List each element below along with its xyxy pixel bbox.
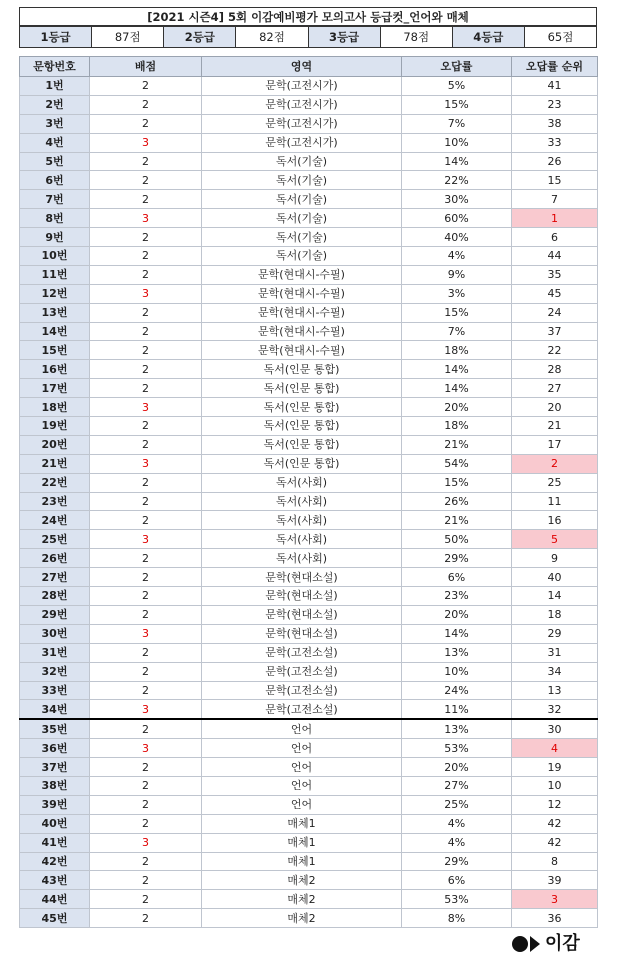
error-rate-cell: 60% — [402, 209, 512, 228]
points-cell: 2 — [90, 852, 202, 871]
area-cell: 독서(인문 통합) — [202, 360, 402, 379]
question-number: 19번 — [20, 417, 90, 436]
error-rate-cell: 13% — [402, 719, 512, 738]
error-rate-cell: 14% — [402, 624, 512, 643]
question-number: 15번 — [20, 341, 90, 360]
error-rank-cell: 31 — [512, 643, 598, 662]
area-cell: 문학(현대소설) — [202, 568, 402, 587]
error-rate-cell: 29% — [402, 549, 512, 568]
error-rank-cell: 10 — [512, 776, 598, 795]
error-rank-cell: 9 — [512, 549, 598, 568]
error-rate-cell: 9% — [402, 265, 512, 284]
question-number: 10번 — [20, 247, 90, 266]
area-cell: 독서(기술) — [202, 171, 402, 190]
error-rank-cell: 22 — [512, 341, 598, 360]
points-cell: 2 — [90, 171, 202, 190]
error-rank-cell: 36 — [512, 909, 598, 928]
error-rank-cell: 27 — [512, 379, 598, 398]
area-cell: 매체1 — [202, 814, 402, 833]
error-rank-cell: 21 — [512, 417, 598, 436]
error-rate-cell: 3% — [402, 284, 512, 303]
column-header: 배점 — [90, 57, 202, 77]
question-number: 41번 — [20, 833, 90, 852]
table-row — [20, 360, 598, 379]
table-row — [20, 681, 598, 700]
error-rate-table — [19, 56, 598, 928]
column-header: 오답률 순위 — [512, 57, 598, 77]
logo-triangle-icon — [530, 936, 540, 952]
area-cell: 문학(고전시가) — [202, 133, 402, 152]
table-row — [20, 605, 598, 624]
question-number: 17번 — [20, 379, 90, 398]
igam-logo — [512, 932, 592, 956]
grade-cut-sheet — [19, 7, 597, 928]
question-number: 23번 — [20, 492, 90, 511]
question-number: 7번 — [20, 190, 90, 209]
table-row — [20, 568, 598, 587]
question-number: 31번 — [20, 643, 90, 662]
table-row — [20, 473, 598, 492]
table-row — [20, 662, 598, 681]
error-rank-cell: 28 — [512, 360, 598, 379]
error-rate-cell: 4% — [402, 833, 512, 852]
area-cell: 문학(현대시-수필) — [202, 284, 402, 303]
column-header: 영역 — [202, 57, 402, 77]
table-row — [20, 719, 598, 738]
area-cell: 매체2 — [202, 909, 402, 928]
error-rate-cell: 5% — [402, 77, 512, 96]
area-cell: 문학(현대시-수필) — [202, 322, 402, 341]
question-number: 3번 — [20, 114, 90, 133]
grade-score: 87점 — [92, 27, 164, 48]
table-row — [20, 909, 598, 928]
error-rank-cell: 34 — [512, 662, 598, 681]
error-rate-cell: 24% — [402, 681, 512, 700]
points-cell: 2 — [90, 814, 202, 833]
error-rate-cell: 22% — [402, 171, 512, 190]
error-rate-cell: 20% — [402, 758, 512, 777]
table-row — [20, 114, 598, 133]
error-rank-cell: 14 — [512, 587, 598, 606]
question-number: 13번 — [20, 303, 90, 322]
question-number: 25번 — [20, 530, 90, 549]
error-rate-cell: 53% — [402, 890, 512, 909]
area-cell: 매체2 — [202, 871, 402, 890]
area-cell: 독서(사회) — [202, 530, 402, 549]
points-cell: 2 — [90, 909, 202, 928]
question-number: 20번 — [20, 435, 90, 454]
error-rank-cell: 20 — [512, 398, 598, 417]
table-row — [20, 209, 598, 228]
area-cell: 독서(기술) — [202, 228, 402, 247]
points-cell: 3 — [90, 284, 202, 303]
area-cell: 문학(고전시가) — [202, 114, 402, 133]
area-cell: 언어 — [202, 776, 402, 795]
table-row — [20, 739, 598, 758]
sheet-title: [2021 시즌4] 5회 이감예비평가 모의고사 등급컷_언어와 매체 — [19, 7, 597, 26]
points-cell: 2 — [90, 360, 202, 379]
table-row — [20, 95, 598, 114]
points-cell: 2 — [90, 587, 202, 606]
column-header: 문항번호 — [20, 57, 90, 77]
area-cell: 독서(기술) — [202, 209, 402, 228]
error-rate-cell: 11% — [402, 700, 512, 719]
question-number: 21번 — [20, 454, 90, 473]
error-rank-cell: 32 — [512, 700, 598, 719]
error-rate-cell: 18% — [402, 341, 512, 360]
points-cell: 2 — [90, 492, 202, 511]
question-number: 11번 — [20, 265, 90, 284]
table-row — [20, 587, 598, 606]
area-cell: 문학(현대소설) — [202, 605, 402, 624]
error-rate-cell: 15% — [402, 95, 512, 114]
table-row — [20, 871, 598, 890]
question-number: 37번 — [20, 758, 90, 777]
error-rank-cell: 19 — [512, 758, 598, 777]
area-cell: 문학(현대소설) — [202, 624, 402, 643]
error-rank-cell: 38 — [512, 114, 598, 133]
points-cell: 2 — [90, 114, 202, 133]
question-number: 6번 — [20, 171, 90, 190]
points-cell: 3 — [90, 398, 202, 417]
error-rank-cell: 17 — [512, 435, 598, 454]
error-rank-cell: 7 — [512, 190, 598, 209]
error-rank-cell: 44 — [512, 247, 598, 266]
error-rank-cell: 3 — [512, 890, 598, 909]
grade-cut-row — [20, 27, 597, 48]
error-rank-cell: 39 — [512, 871, 598, 890]
table-row — [20, 530, 598, 549]
area-cell: 언어 — [202, 719, 402, 738]
error-rate-cell: 7% — [402, 322, 512, 341]
table-row — [20, 549, 598, 568]
question-number: 1번 — [20, 77, 90, 96]
error-rank-cell: 4 — [512, 739, 598, 758]
error-rate-cell: 50% — [402, 530, 512, 549]
table-row — [20, 454, 598, 473]
error-rate-cell: 18% — [402, 417, 512, 436]
area-cell: 독서(사회) — [202, 492, 402, 511]
area-cell: 독서(사회) — [202, 511, 402, 530]
area-cell: 문학(고전소설) — [202, 643, 402, 662]
question-number: 16번 — [20, 360, 90, 379]
area-cell: 문학(고전소설) — [202, 662, 402, 681]
area-cell: 독서(인문 통합) — [202, 379, 402, 398]
error-rank-cell: 26 — [512, 152, 598, 171]
question-number: 44번 — [20, 890, 90, 909]
question-number: 34번 — [20, 700, 90, 719]
error-rank-cell: 16 — [512, 511, 598, 530]
points-cell: 2 — [90, 776, 202, 795]
error-rate-cell: 30% — [402, 190, 512, 209]
area-cell: 독서(인문 통합) — [202, 417, 402, 436]
area-cell: 문학(현대시-수필) — [202, 303, 402, 322]
points-cell: 2 — [90, 435, 202, 454]
error-rate-cell: 10% — [402, 662, 512, 681]
grade-label: 3등급 — [308, 27, 380, 48]
question-number: 14번 — [20, 322, 90, 341]
error-rate-cell: 14% — [402, 379, 512, 398]
error-rate-cell: 21% — [402, 511, 512, 530]
points-cell: 2 — [90, 473, 202, 492]
question-number: 28번 — [20, 587, 90, 606]
logo-circle-icon — [512, 936, 528, 952]
error-rate-cell: 13% — [402, 643, 512, 662]
error-rate-cell: 53% — [402, 739, 512, 758]
error-rank-cell: 6 — [512, 228, 598, 247]
question-number: 40번 — [20, 814, 90, 833]
error-rate-cell: 21% — [402, 435, 512, 454]
points-cell: 3 — [90, 133, 202, 152]
table-row — [20, 643, 598, 662]
points-cell: 2 — [90, 681, 202, 700]
table-row — [20, 852, 598, 871]
grade-label: 4등급 — [452, 27, 524, 48]
table-row — [20, 228, 598, 247]
error-rate-cell: 15% — [402, 303, 512, 322]
points-cell: 3 — [90, 624, 202, 643]
logo-text: 이감 — [545, 933, 580, 954]
area-cell: 독서(사회) — [202, 473, 402, 492]
table-row — [20, 700, 598, 719]
error-rank-cell: 24 — [512, 303, 598, 322]
error-rate-cell: 26% — [402, 492, 512, 511]
error-rank-cell: 15 — [512, 171, 598, 190]
error-rank-cell: 40 — [512, 568, 598, 587]
question-number: 5번 — [20, 152, 90, 171]
error-rate-cell: 20% — [402, 398, 512, 417]
table-row — [20, 814, 598, 833]
points-cell: 2 — [90, 228, 202, 247]
table-row — [20, 152, 598, 171]
error-rank-cell: 8 — [512, 852, 598, 871]
points-cell: 2 — [90, 758, 202, 777]
question-number: 9번 — [20, 228, 90, 247]
table-row — [20, 795, 598, 814]
table-row — [20, 624, 598, 643]
area-cell: 독서(기술) — [202, 152, 402, 171]
error-rate-cell: 20% — [402, 605, 512, 624]
area-cell: 매체1 — [202, 833, 402, 852]
table-row — [20, 435, 598, 454]
points-cell: 3 — [90, 700, 202, 719]
area-cell: 매체1 — [202, 852, 402, 871]
error-rank-cell: 18 — [512, 605, 598, 624]
table-row — [20, 341, 598, 360]
question-number: 45번 — [20, 909, 90, 928]
table-row — [20, 758, 598, 777]
table-row — [20, 833, 598, 852]
table-row — [20, 265, 598, 284]
error-rank-cell: 30 — [512, 719, 598, 738]
table-row — [20, 322, 598, 341]
question-number: 42번 — [20, 852, 90, 871]
area-cell: 언어 — [202, 758, 402, 777]
error-rank-cell: 29 — [512, 624, 598, 643]
points-cell: 2 — [90, 341, 202, 360]
question-number: 35번 — [20, 719, 90, 738]
area-cell: 독서(기술) — [202, 247, 402, 266]
points-cell: 2 — [90, 190, 202, 209]
area-cell: 문학(현대시-수필) — [202, 265, 402, 284]
error-rank-cell: 42 — [512, 833, 598, 852]
points-cell: 2 — [90, 95, 202, 114]
question-number: 8번 — [20, 209, 90, 228]
table-row — [20, 247, 598, 266]
error-rate-cell: 8% — [402, 909, 512, 928]
error-rate-cell: 29% — [402, 852, 512, 871]
area-cell: 언어 — [202, 795, 402, 814]
points-cell: 2 — [90, 417, 202, 436]
error-rate-cell: 6% — [402, 568, 512, 587]
points-cell: 3 — [90, 209, 202, 228]
table-row — [20, 190, 598, 209]
error-rank-cell: 33 — [512, 133, 598, 152]
question-number: 33번 — [20, 681, 90, 700]
grade-label: 2등급 — [164, 27, 236, 48]
points-cell: 2 — [90, 549, 202, 568]
error-rate-cell: 14% — [402, 152, 512, 171]
table-row — [20, 303, 598, 322]
table-row — [20, 398, 598, 417]
error-rate-cell: 23% — [402, 587, 512, 606]
points-cell: 2 — [90, 890, 202, 909]
question-number: 4번 — [20, 133, 90, 152]
question-number: 29번 — [20, 605, 90, 624]
area-cell: 독서(인문 통합) — [202, 435, 402, 454]
area-cell: 독서(인문 통합) — [202, 398, 402, 417]
error-rank-cell: 37 — [512, 322, 598, 341]
grade-score: 65점 — [524, 27, 596, 48]
error-rank-cell: 13 — [512, 681, 598, 700]
error-rank-cell: 25 — [512, 473, 598, 492]
question-number: 2번 — [20, 95, 90, 114]
area-cell: 독서(기술) — [202, 190, 402, 209]
points-cell: 2 — [90, 379, 202, 398]
points-cell: 2 — [90, 303, 202, 322]
table-row — [20, 776, 598, 795]
question-number: 39번 — [20, 795, 90, 814]
table-row — [20, 379, 598, 398]
error-rate-cell: 14% — [402, 360, 512, 379]
question-number: 30번 — [20, 624, 90, 643]
points-cell: 2 — [90, 643, 202, 662]
points-cell: 3 — [90, 530, 202, 549]
area-cell: 독서(사회) — [202, 549, 402, 568]
error-rank-cell: 2 — [512, 454, 598, 473]
grade-score: 78점 — [380, 27, 452, 48]
error-rank-cell: 41 — [512, 77, 598, 96]
error-rate-cell: 6% — [402, 871, 512, 890]
error-rank-cell: 23 — [512, 95, 598, 114]
error-rate-cell: 25% — [402, 795, 512, 814]
table-row — [20, 492, 598, 511]
error-rank-cell: 11 — [512, 492, 598, 511]
error-rate-cell: 4% — [402, 814, 512, 833]
error-rank-cell: 42 — [512, 814, 598, 833]
question-number: 32번 — [20, 662, 90, 681]
error-rank-cell: 35 — [512, 265, 598, 284]
question-number: 12번 — [20, 284, 90, 303]
area-cell: 문학(고전시가) — [202, 77, 402, 96]
table-header-row — [20, 57, 598, 77]
points-cell: 2 — [90, 662, 202, 681]
area-cell: 문학(고전소설) — [202, 681, 402, 700]
error-rate-cell: 40% — [402, 228, 512, 247]
area-cell: 문학(현대시-수필) — [202, 341, 402, 360]
error-rank-cell: 45 — [512, 284, 598, 303]
question-number: 27번 — [20, 568, 90, 587]
table-row — [20, 511, 598, 530]
points-cell: 2 — [90, 322, 202, 341]
question-number: 43번 — [20, 871, 90, 890]
error-rank-cell: 1 — [512, 209, 598, 228]
points-cell: 3 — [90, 454, 202, 473]
question-number: 26번 — [20, 549, 90, 568]
grade-cut-table — [19, 26, 597, 48]
points-cell: 2 — [90, 605, 202, 624]
table-row — [20, 284, 598, 303]
error-rate-cell: 27% — [402, 776, 512, 795]
error-rate-cell: 54% — [402, 454, 512, 473]
points-cell: 2 — [90, 152, 202, 171]
question-number: 38번 — [20, 776, 90, 795]
question-number: 24번 — [20, 511, 90, 530]
area-cell: 언어 — [202, 739, 402, 758]
question-number: 22번 — [20, 473, 90, 492]
error-rank-cell: 5 — [512, 530, 598, 549]
points-cell: 2 — [90, 247, 202, 266]
area-cell: 문학(고전시가) — [202, 95, 402, 114]
column-header: 오답률 — [402, 57, 512, 77]
area-cell: 독서(인문 통합) — [202, 454, 402, 473]
grade-score: 82점 — [236, 27, 308, 48]
points-cell: 3 — [90, 833, 202, 852]
table-row — [20, 133, 598, 152]
points-cell: 2 — [90, 511, 202, 530]
error-rate-cell: 10% — [402, 133, 512, 152]
points-cell: 2 — [90, 77, 202, 96]
error-rank-cell: 12 — [512, 795, 598, 814]
error-rate-cell: 4% — [402, 247, 512, 266]
error-rate-cell: 15% — [402, 473, 512, 492]
points-cell: 2 — [90, 871, 202, 890]
table-row — [20, 77, 598, 96]
points-cell: 3 — [90, 739, 202, 758]
question-number: 18번 — [20, 398, 90, 417]
table-row — [20, 171, 598, 190]
points-cell: 2 — [90, 265, 202, 284]
table-row — [20, 417, 598, 436]
table-row — [20, 890, 598, 909]
question-number: 36번 — [20, 739, 90, 758]
area-cell: 매체2 — [202, 890, 402, 909]
points-cell: 2 — [90, 719, 202, 738]
grade-label: 1등급 — [20, 27, 92, 48]
points-cell: 2 — [90, 568, 202, 587]
area-cell: 문학(고전소설) — [202, 700, 402, 719]
error-rate-cell: 7% — [402, 114, 512, 133]
points-cell: 2 — [90, 795, 202, 814]
area-cell: 문학(현대소설) — [202, 587, 402, 606]
